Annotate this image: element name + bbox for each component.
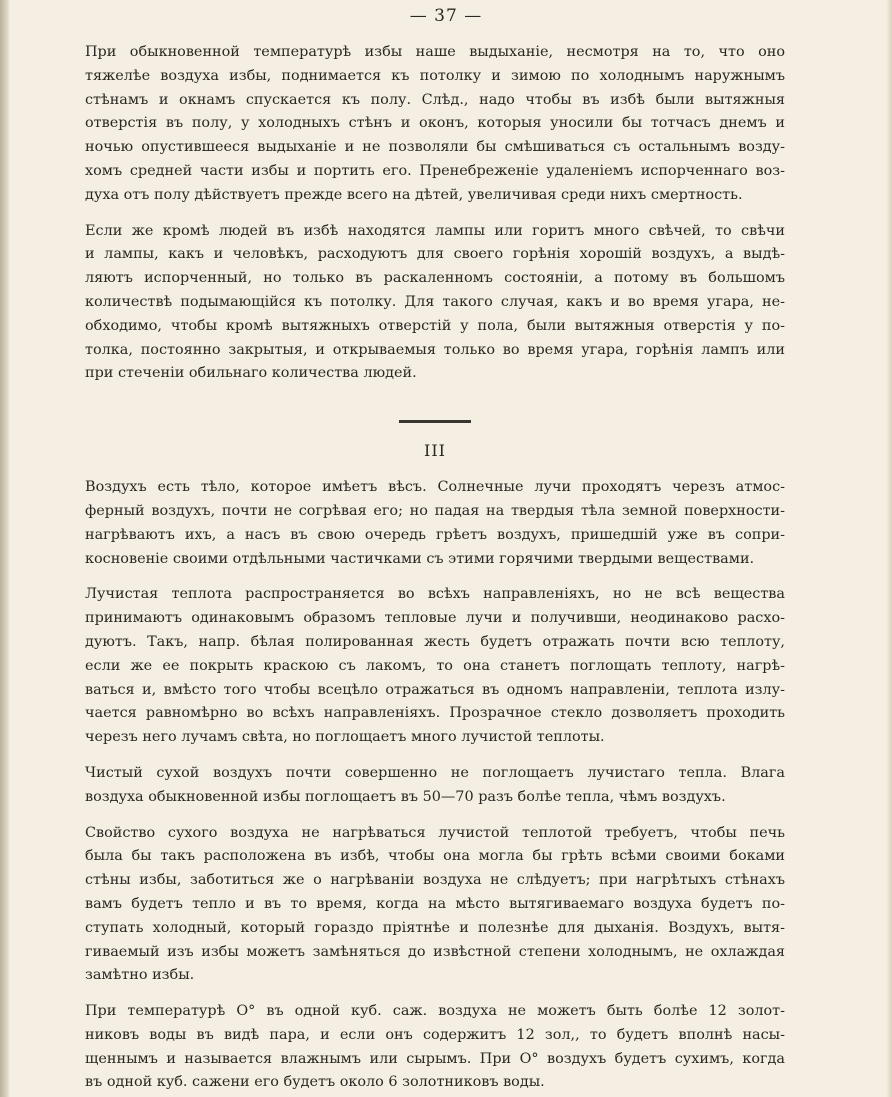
- text-line: При обыкновенной температурѣ избы наше выдыханіе, несмотря на то, что оно: [85, 44, 785, 60]
- text-line: хомъ средней части избы и портить его. Пренебреженіе удаленіемъ испорченнаго воз-: [85, 162, 785, 179]
- page-binding-edge: [0, 0, 10, 1097]
- paragraph: [85, 476, 785, 571]
- page-number: — 37 —: [409, 6, 483, 26]
- text-line: дуютъ. Такъ, напр. бѣлая полированная жесть будетъ отражать почти всю теплоту,: [85, 633, 785, 650]
- text-line: Чистый сухой воздухъ почти совершенно не поглощаетъ лучистаго тепла. Влага: [85, 764, 785, 781]
- text-line: никовъ воды въ видѣ пара, и если онъ содержитъ 12 зол,, то будетъ вполнѣ насы-: [85, 1026, 785, 1043]
- page-body: [85, 41, 785, 1097]
- text-line: при стеченіи обильнаго количества людей.: [85, 365, 417, 382]
- text-line: замѣтно избы.: [85, 967, 195, 984]
- text-line: принимаютъ одинаковымъ образомъ тепловые лучи и получивши, неодинаково расхо-: [85, 610, 785, 627]
- paragraph: [85, 822, 785, 989]
- text-line: отверстія въ полу, у холодныхъ стѣнъ и оконъ, которыя уносили бы тотчасъ днемъ и: [85, 115, 785, 132]
- text-line: воздуха обыкновенной избы поглощаетъ въ 50—70 разъ болѣе тепла, чѣмъ воздухъ.: [85, 788, 726, 805]
- text-line: гиваемый изъ избы можетъ замѣняться до извѣстной степени холоднымъ, не охлаждая: [85, 943, 785, 960]
- text-line: толка, постоянно закрытыя, и открываемыя только во время угара, горѣнія лампъ или: [85, 341, 785, 358]
- text-line: щеннымъ и называется влажнымъ или сырымъ. При О° воздухъ будетъ сухимъ, когда: [85, 1050, 785, 1067]
- paragraph: [85, 41, 785, 208]
- text-line: черезъ него лучамъ свѣта, но поглощаетъ много лучистой теплоты.: [85, 729, 605, 746]
- text-line: количествѣ подымающійся къ потолку. Для такого случая, какъ и во время угара, не-: [85, 293, 785, 310]
- text-line: въ одной куб. сажени его будетъ около 6 золотниковъ воды.: [85, 1074, 545, 1091]
- page-right-edge: [886, 0, 892, 1097]
- text-line: Если же кромѣ людей въ избѣ находятся лампы или горитъ много свѣчей, то свѣчи: [85, 222, 785, 239]
- text-line: тяжелѣе воздуха избы, поднимается къ потолку и зимою по холоднымъ наружнымъ: [85, 67, 785, 84]
- text-line: стѣнамъ и окнамъ спускается къ полу. Слѣд., надо чтобы въ избѣ были вытяжныя: [85, 91, 785, 108]
- paragraph: [85, 583, 785, 750]
- text-line: и лампы, какъ и человѣкъ, расходуютъ для своего горѣнія хорошій воздухъ, а выдѣ-: [85, 246, 785, 263]
- text-line: духа отъ полу дѣйствуетъ прежде всего на дѣтей, увеличивая среди нихъ смертность.: [85, 186, 743, 203]
- text-line: ваться и, вмѣсто того чтобы всецѣло отражаться въ одномъ направленіи, теплота излу-: [85, 681, 785, 698]
- text-line: ляютъ испорченный, но только въ раскаленномъ состояніи, а потому въ большомъ: [85, 270, 785, 287]
- text-line: стѣны избы, заботиться же о нагрѣваніи воздуха не слѣдуетъ; при нагрѣтыхъ стѣнахъ: [85, 872, 785, 889]
- text-line: Свойство сухого воздуха не нагрѣваться лучистой теплотой требуетъ, чтобы печь: [85, 824, 785, 841]
- section-heading: III: [424, 441, 446, 461]
- text-line: нагрѣваютъ ихъ, а насъ въ свою очередь грѣетъ воздухъ, пришедшій уже въ сопри-: [85, 526, 785, 543]
- text-line: если же ее покрыть краскою съ лакомъ, то она станетъ поглощать теплоту, нагрѣ-: [85, 657, 785, 674]
- text-line: чается равномѣрно во всѣхъ направленіяхъ. Прозрачное стекло дозволяетъ проходить: [85, 705, 785, 722]
- paragraph: [85, 1000, 785, 1095]
- section-divider: [399, 420, 471, 423]
- text-line: была бы такъ расположена въ избѣ, чтобы она могла бы грѣть всѣми своими боками: [85, 848, 785, 865]
- text-line: Лучистая теплота распространяется во всѣхъ направленіяхъ, но не всѣ вещества: [85, 586, 785, 603]
- text-line: ночью опустившееся выдыханіе и не позволяли бы смѣшиваться съ остальнымъ возду-: [85, 139, 785, 156]
- text-line: При температурѣ О° въ одной куб. саж. воздуха не можетъ быть болѣе 12 золот-: [85, 1003, 785, 1020]
- text-line: Воздухъ есть тѣло, которое имѣетъ вѣсъ. Солнечные лучи проходятъ черезъ атмос-: [85, 479, 785, 496]
- text-line: ферный воздухъ, почти не согрѣвая его; но падая на твердыя тѣла земной поверхности-: [85, 502, 785, 519]
- text-line: косновеніе своими отдѣльными частичками съ этими горячими твердыми веществами.: [85, 550, 755, 567]
- text-line: обходимо, чтобы кромѣ вытяжныхъ отверстій у пола, были вытяжныя отверстія у по-: [85, 317, 785, 334]
- text-line: ступать холодный, который гораздо пріятнѣе и полезнѣе для дыханія. Воздухъ, вытя-: [85, 919, 785, 936]
- paragraph: [85, 220, 785, 387]
- paragraph: [85, 762, 785, 810]
- section-after: [85, 476, 785, 1095]
- text-line: вамъ будетъ тепло и въ то время, когда на мѣсто вытягиваемаго воздуха будетъ по-: [85, 895, 785, 912]
- section-before: [85, 41, 785, 386]
